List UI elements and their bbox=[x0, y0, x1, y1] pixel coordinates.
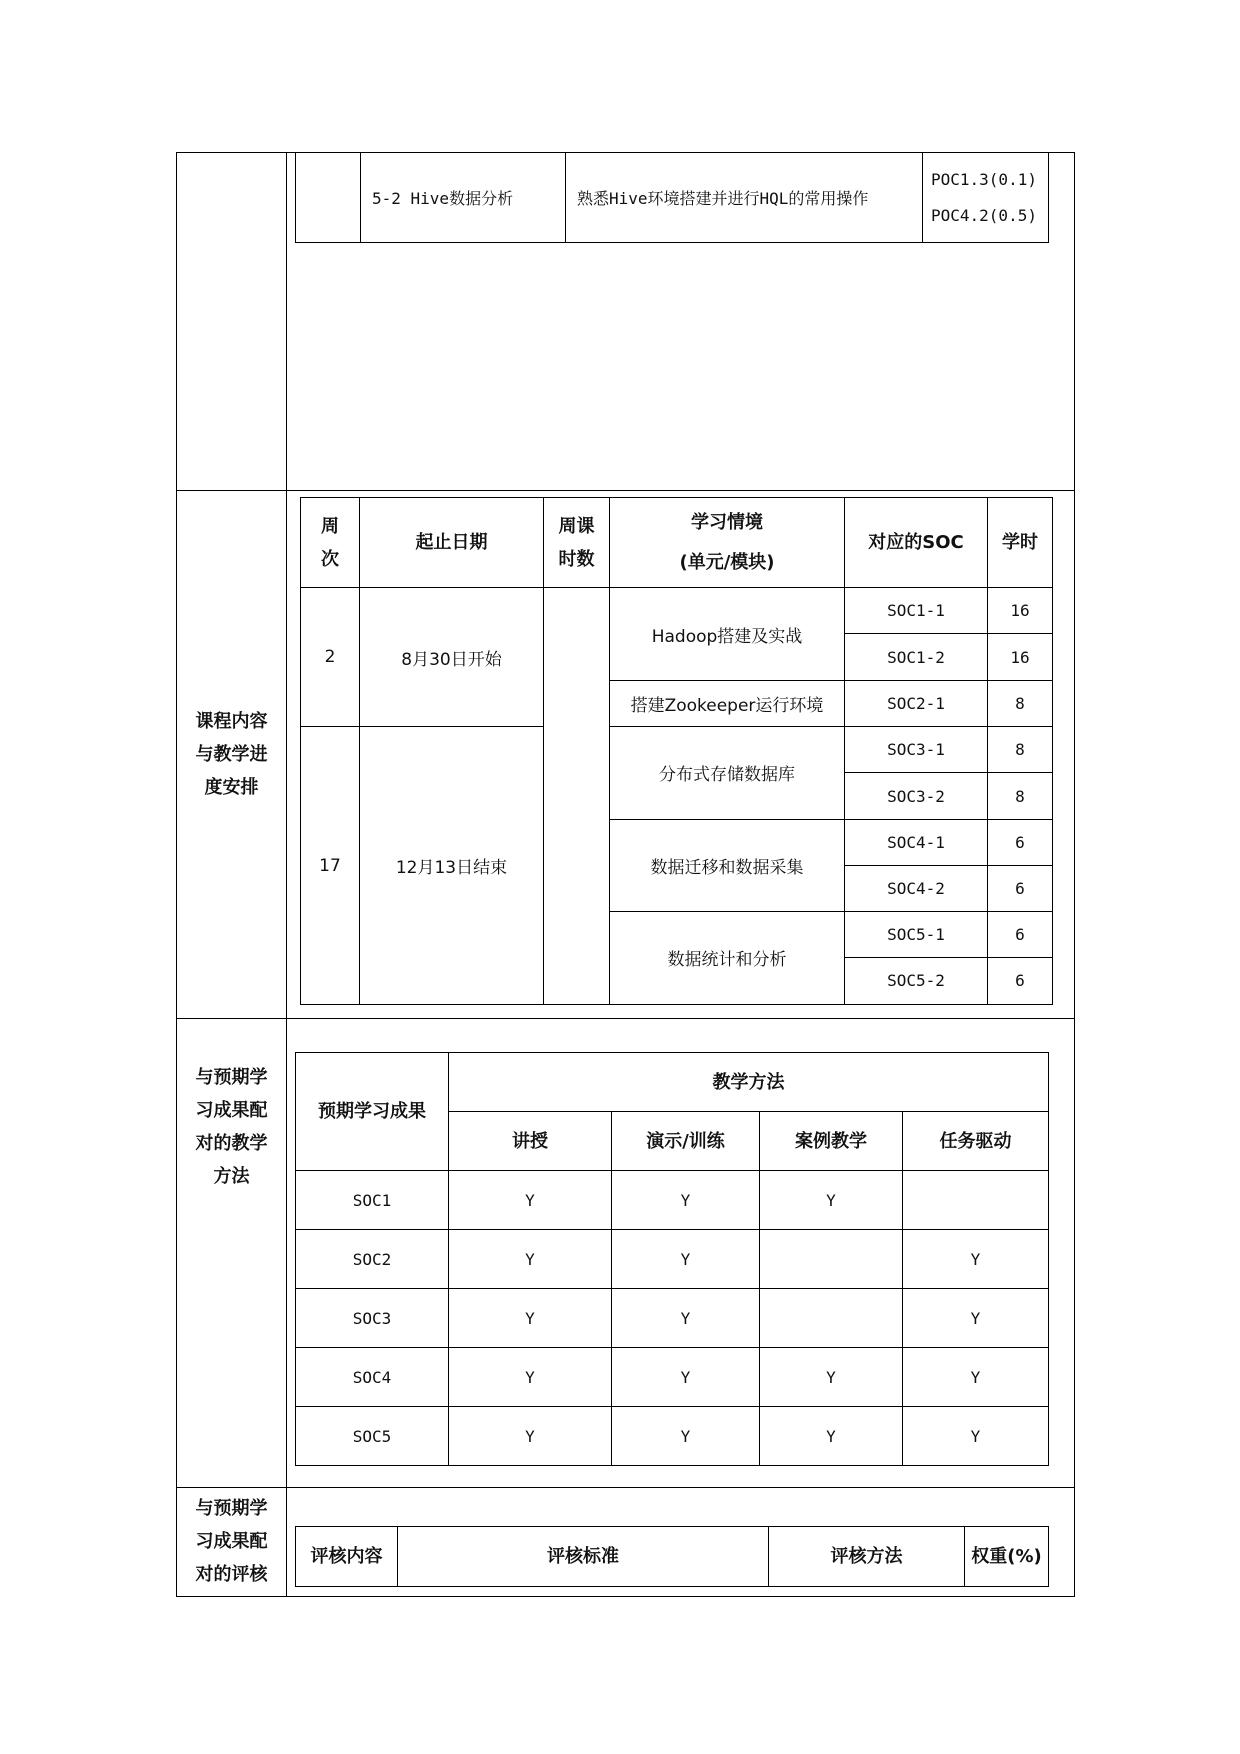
soc-code: SOC4-1 bbox=[845, 819, 988, 865]
schedule-label: 课程内容 与教学进 度安排 bbox=[177, 491, 287, 1019]
header-dates: 起止日期 bbox=[360, 498, 544, 588]
method-mark: Y bbox=[903, 1230, 1049, 1289]
soc-code: SOC5-2 bbox=[845, 957, 988, 1004]
header-methods: 教学方法 bbox=[449, 1053, 1049, 1112]
soc-hours: 6 bbox=[988, 957, 1053, 1004]
soc-code: SOC4-2 bbox=[845, 865, 988, 911]
method-mark bbox=[903, 1171, 1049, 1230]
poc-item: POC1.3(0.1) bbox=[931, 169, 1037, 189]
module-item: 5-2 Hive数据分析 bbox=[361, 153, 566, 243]
method-mark: Y bbox=[449, 1348, 612, 1407]
header-hours: 学时 bbox=[988, 498, 1053, 588]
outcome-code: SOC5 bbox=[296, 1407, 449, 1466]
blank-label-cell bbox=[177, 153, 287, 491]
method-mark: Y bbox=[760, 1348, 903, 1407]
unit-name: 数据迁移和数据采集 bbox=[610, 819, 845, 911]
blank-cell bbox=[296, 153, 361, 243]
method-column: 演示/训练 bbox=[612, 1112, 760, 1171]
outcome-code: SOC2 bbox=[296, 1230, 449, 1289]
method-row bbox=[296, 1407, 1049, 1466]
method-mark: Y bbox=[612, 1171, 760, 1230]
method-row bbox=[296, 1289, 1049, 1348]
date-end: 12月13日结束 bbox=[360, 727, 544, 1005]
header-situation: 学习情境 (单元/模块) bbox=[610, 498, 845, 588]
assessment-label: 与预期学 习成果配 对的评核 bbox=[177, 1488, 287, 1597]
unit-name: 分布式存储数据库 bbox=[610, 727, 845, 819]
soc-code: SOC2-1 bbox=[845, 681, 988, 727]
header-week: 周 次 bbox=[301, 498, 360, 588]
header-assessment-method: 评核方法 bbox=[769, 1527, 965, 1587]
header-weekly-hours: 周课 时数 bbox=[544, 498, 610, 588]
soc-hours: 8 bbox=[988, 773, 1053, 819]
method-row bbox=[296, 1230, 1049, 1289]
weekly-hours-cell bbox=[544, 588, 610, 1005]
method-mark: Y bbox=[449, 1289, 612, 1348]
method-mark: Y bbox=[449, 1171, 612, 1230]
header-assessment-content: 评核内容 bbox=[296, 1527, 398, 1587]
soc-hours: 6 bbox=[988, 911, 1053, 957]
header-assessment-standard: 评核标准 bbox=[398, 1527, 769, 1587]
soc-hours: 8 bbox=[988, 727, 1053, 773]
method-column: 任务驱动 bbox=[903, 1112, 1049, 1171]
unit-name: Hadoop搭建及实战 bbox=[610, 588, 845, 681]
method-mark: Y bbox=[760, 1407, 903, 1466]
method-mark: Y bbox=[903, 1289, 1049, 1348]
outcome-code: SOC3 bbox=[296, 1289, 449, 1348]
methods-table bbox=[295, 1052, 1049, 1466]
soc-code: SOC1-1 bbox=[845, 588, 988, 634]
method-mark: Y bbox=[612, 1348, 760, 1407]
method-row bbox=[296, 1348, 1049, 1407]
method-mark: Y bbox=[612, 1289, 760, 1348]
soc-hours: 16 bbox=[988, 588, 1053, 634]
unit-name: 数据统计和分析 bbox=[610, 911, 845, 1004]
method-row bbox=[296, 1171, 1049, 1230]
method-mark: Y bbox=[612, 1230, 760, 1289]
method-mark: Y bbox=[612, 1407, 760, 1466]
method-mark: Y bbox=[760, 1171, 903, 1230]
header-soc: 对应的SOC bbox=[845, 498, 988, 588]
method-mark: Y bbox=[903, 1407, 1049, 1466]
soc-hours: 16 bbox=[988, 634, 1053, 681]
poc-list bbox=[923, 153, 1049, 243]
module-description: 熟悉Hive环境搭建并进行HQL的常用操作 bbox=[566, 153, 923, 243]
week-end: 17 bbox=[301, 727, 360, 1005]
poc-item: POC4.2(0.5) bbox=[931, 205, 1037, 225]
method-column: 讲授 bbox=[449, 1112, 612, 1171]
soc-code: SOC5-1 bbox=[845, 911, 988, 957]
soc-code: SOC1-2 bbox=[845, 634, 988, 681]
assessment-table bbox=[295, 1526, 1049, 1587]
soc-hours: 6 bbox=[988, 865, 1053, 911]
week-start: 2 bbox=[301, 588, 360, 727]
soc-code: SOC3-2 bbox=[845, 773, 988, 819]
unit-name: 搭建Zookeeper运行环境 bbox=[610, 681, 845, 727]
method-mark bbox=[760, 1230, 903, 1289]
method-mark: Y bbox=[903, 1348, 1049, 1407]
soc-hours: 6 bbox=[988, 819, 1053, 865]
method-mark bbox=[760, 1289, 903, 1348]
method-mark: Y bbox=[449, 1230, 612, 1289]
method-mark: Y bbox=[449, 1407, 612, 1466]
header-outcome: 预期学习成果 bbox=[296, 1053, 449, 1171]
module-continuation-table bbox=[295, 152, 1049, 243]
header-weight: 权重(%) bbox=[965, 1527, 1049, 1587]
schedule-table bbox=[300, 497, 1053, 1005]
outcome-code: SOC1 bbox=[296, 1171, 449, 1230]
soc-code: SOC3-1 bbox=[845, 727, 988, 773]
date-start: 8月30日开始 bbox=[360, 588, 544, 727]
methods-label: 与预期学 习成果配 对的教学 方法 bbox=[177, 1019, 287, 1488]
outcome-code: SOC4 bbox=[296, 1348, 449, 1407]
method-column: 案例教学 bbox=[760, 1112, 903, 1171]
soc-hours: 8 bbox=[988, 681, 1053, 727]
